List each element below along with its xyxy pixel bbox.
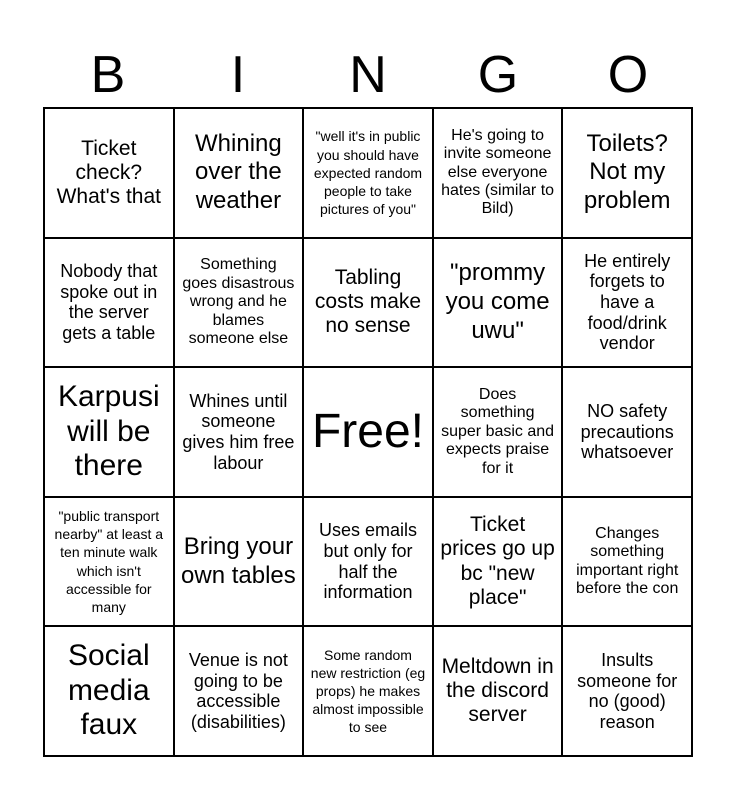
bingo-board — [43, 107, 693, 757]
bingo-cell[interactable]: Changes something important right before the con — [562, 497, 692, 627]
bingo-cell[interactable]: Whines until someone gives him free labour — [174, 367, 304, 497]
bingo-cell[interactable]: Ticket prices go up bc "new place" — [433, 497, 563, 627]
bingo-cell[interactable]: Nobody that spoke out in the server gets a table — [44, 238, 174, 368]
bingo-cell[interactable]: "prommy you come uwu" — [433, 238, 563, 368]
bingo-cell[interactable]: He's going to invite someone else everyone hates (similar to Bild) — [433, 108, 563, 238]
bingo-cell[interactable]: Karpusi will be there — [44, 367, 174, 497]
header-letter-o: O — [607, 46, 649, 104]
bingo-cell[interactable]: Social media faux — [44, 626, 174, 756]
bingo-cell[interactable]: Meltdown in the discord server — [433, 626, 563, 756]
free-space-cell[interactable]: Free! — [303, 367, 433, 497]
bingo-cell[interactable]: Uses emails but only for half the information — [303, 497, 433, 627]
bingo-cell[interactable]: Does something super basic and expects praise for it — [433, 367, 563, 497]
header-letter-g: G — [477, 46, 519, 104]
header-letter-n: N — [349, 46, 387, 104]
bingo-cell[interactable]: Something goes disastrous wrong and he blames someone else — [174, 238, 304, 368]
bingo-cell[interactable]: "well it's in public you should have expected random people to take pictures of you" — [303, 108, 433, 238]
bingo-header — [43, 42, 693, 108]
bingo-cell[interactable]: He entirely forgets to have a food/drink vendor — [562, 238, 692, 368]
bingo-cell[interactable]: "public transport nearby" at least a ten minute walk which isn't accessible for many — [44, 497, 174, 627]
bingo-cell[interactable]: Whining over the weather — [174, 108, 304, 238]
bingo-cell[interactable]: Some random new restriction (eg props) he makes almost impossible to see — [303, 626, 433, 756]
bingo-cell[interactable]: Venue is not going to be accessible (disabilities) — [174, 626, 304, 756]
bingo-cell[interactable]: Tabling costs make no sense — [303, 238, 433, 368]
bingo-cell[interactable]: Toilets? Not my problem — [562, 108, 692, 238]
bingo-cell[interactable]: Insults someone for no (good) reason — [562, 626, 692, 756]
bingo-cell[interactable]: Ticket check? What's that — [44, 108, 174, 238]
header-letter-i: I — [230, 46, 246, 104]
bingo-cell[interactable]: Bring your own tables — [174, 497, 304, 627]
header-letter-b: B — [90, 46, 126, 104]
bingo-cell[interactable]: NO safety precautions whatsoever — [562, 367, 692, 497]
